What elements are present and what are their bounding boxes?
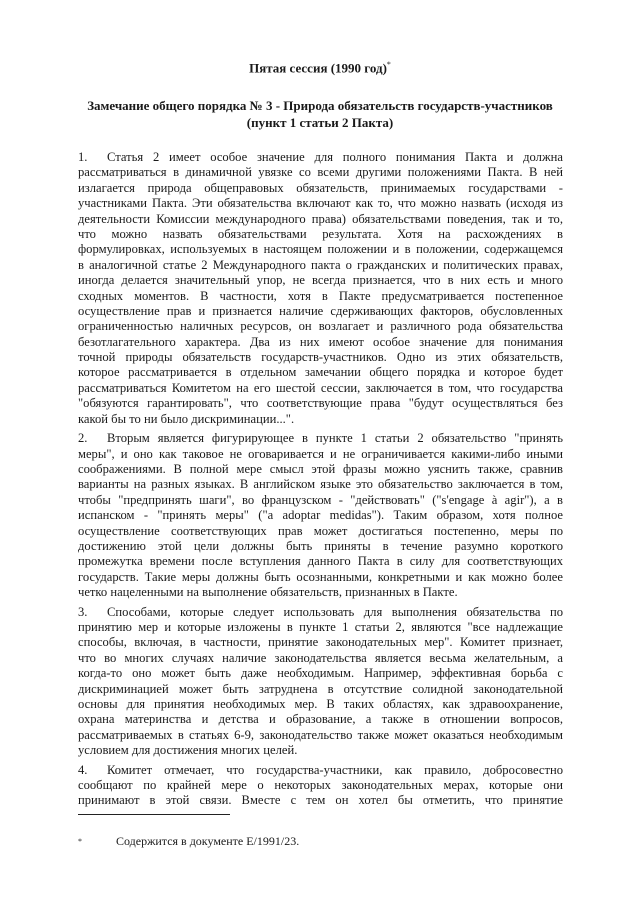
line-text: соображениями. В полной мере смысл этой фразы можно уяснить также, сравнив — [78, 461, 563, 476]
line-text: Комитет отмечает, что государства-участники, как правило, добросовестно — [107, 762, 563, 777]
paragraph-1 — [78, 150, 563, 427]
paragraph-number: 1. — [78, 150, 88, 164]
text-line — [78, 150, 563, 165]
text-line — [78, 682, 563, 697]
line-text: участниками Пакта. Эти обязательства включают как то, что можно назвать (исходя из — [78, 196, 563, 211]
text-line — [78, 365, 563, 380]
text-line — [78, 524, 563, 539]
line-text: точной природы обязательств государств-участников. Одно из этих обязательств, — [78, 350, 563, 365]
text-line — [78, 227, 563, 242]
line-text: рассматриваться Комитетом на его шестой сессии, заключается в том, что государства — [78, 380, 563, 395]
text-line — [78, 350, 563, 365]
heading-line: Замечание общего порядка № 3 - Природа обязательств государств-участников — [87, 98, 553, 113]
text-line — [78, 196, 563, 211]
text-line — [78, 666, 563, 681]
session-title-text: Пятая сессия (1990 год) — [249, 60, 387, 76]
paragraph-3 — [78, 605, 563, 759]
text-line — [78, 743, 563, 758]
text-line — [78, 447, 563, 462]
line-text: деятельности Комиссии международного права) обязательствами поведения, так и то, — [78, 211, 563, 226]
text-line — [78, 396, 563, 411]
text-line — [78, 605, 563, 620]
footnote-text: Содержится в документе E/1991/23. — [116, 834, 300, 848]
text-line — [78, 289, 563, 304]
text-line — [78, 181, 563, 196]
text-line — [78, 697, 563, 712]
text-line — [78, 273, 563, 288]
text-line — [78, 728, 563, 743]
line-text: способы, включая, в частности, принятие законодательных мер". Комитет признает, — [78, 635, 563, 650]
text-line — [78, 462, 563, 477]
line-text: дискриминацией может быть затруднена в отсутствие солидной законодательной — [78, 681, 563, 696]
text-line — [78, 477, 563, 492]
text-line — [78, 242, 563, 257]
line-text: четко нацеленными на выполнение обязательств, признанных в Пакте. — [78, 585, 458, 600]
text-line — [78, 381, 563, 396]
text-line — [78, 763, 563, 778]
line-text: достижению этой цели должны быть приняты в течение разумно короткого — [78, 538, 563, 553]
line-text: "обязуются гарантировать", что соответствующие права "будут осуществляться без — [78, 396, 563, 411]
footnote-separator — [78, 814, 230, 815]
text-line — [78, 793, 563, 808]
line-text: чтобы "предпринять шаги", во французском - "действовать" ("s'engage à agir"), а в — [78, 492, 563, 507]
text-line — [78, 258, 563, 273]
paragraph-4 — [78, 763, 563, 809]
text-line — [78, 493, 563, 508]
text-line — [78, 165, 563, 180]
text-line — [78, 212, 563, 227]
text-line — [78, 651, 563, 666]
text-line — [78, 335, 563, 350]
text-line — [78, 304, 563, 319]
line-text: принимают в этой связи. Вместе с тем он хотел бы отметить, что принятие — [78, 793, 563, 808]
line-text: варианты на разных языках. В английском языке это обязательство заключается в том, — [78, 477, 563, 492]
line-text: безотлагательного характера. Два из них имеют особое значение для понимания — [78, 334, 563, 349]
text-line — [78, 431, 563, 446]
line-text: что во многих случаях наличие законодательства является весьма желательным, а — [78, 650, 563, 665]
text-line — [78, 585, 563, 600]
line-text: что можно назвать обязательствами результата. Хотя на расхождениях в — [78, 226, 563, 241]
line-text: излагается природа общеправовых обязательств, принимаемых государствами - — [78, 180, 563, 195]
line-text: испанском - "принять меры" ("a adoptar medidas"). Таким образом, хотя полное — [78, 508, 563, 523]
line-text: условием для достижения многих целей. — [78, 743, 298, 758]
text-line — [78, 712, 563, 727]
text-line — [78, 319, 563, 334]
line-text: в аналогичной статье 2 Международного пакта о гражданских и политических правах, — [78, 257, 563, 272]
line-text: сходных моментов. В частности, хотя в Пакте предусматривается постепенное — [78, 288, 563, 303]
line-text: Способами, которые следует использовать для выполнения обязательства по — [107, 604, 563, 619]
line-text: иногда делается значительный упор, не всегда признается, что в них есть и много — [78, 273, 563, 288]
line-text: осуществление соответствующих прав может достигаться постепенно, меры по — [78, 523, 563, 538]
paragraph-number: 3. — [78, 604, 88, 619]
footnote-mark: * — [78, 837, 82, 846]
line-text: государств. Такие меры должны быть осознанными, конкретными и как можно более — [78, 569, 563, 584]
line-text: меры", и оно как таковое не оговаривается и не ограничивается какими-либо иными — [78, 446, 563, 461]
text-line — [78, 412, 563, 427]
line-text: осуществление прав и признается наличие сдерживающих факторов, обусловленных — [78, 303, 563, 318]
text-line — [78, 554, 563, 569]
line-text: рассматриваться в динамичной увязке со всеми другими положениями Пакта. В ней — [78, 165, 563, 180]
line-text: основы для принятия необходимых мер. В таких областях, как здравоохранение, — [78, 696, 563, 711]
paragraph-number: 4. — [78, 762, 88, 777]
comment-heading — [60, 97, 580, 131]
line-text: которое рассматривается в отдельном замечании общего порядка и которое будет — [78, 365, 563, 380]
line-text: принятию мер и которые изложены в пункте 1 статьи 2, являются "все надлежащие — [78, 619, 563, 634]
line-text: ограниченностью наличных ресурсов, он возлагает и различного рода обязательства — [78, 319, 563, 334]
line-text: промежутка времени после вступления данного Пакта в силу для соответствующих — [78, 554, 563, 569]
line-text: Статья 2 имеет особое значение для полного понимания Пакта и должна — [107, 150, 563, 164]
line-text: охрана материнства и детства и образование, а также в отношении вопросов, — [78, 712, 563, 727]
heading-line: (пункт 1 статьи 2 Пакта) — [246, 115, 394, 130]
line-text: сообщают по крайней мере о некоторых законодательных мерах, которые они — [78, 777, 563, 792]
session-title — [0, 60, 640, 76]
footnote-reference: * — [386, 60, 391, 69]
line-text: рассматриваемых в статьях 6-9, законодательство также может оказаться необходимым — [78, 727, 563, 742]
line-text: когда-то оно может быть даже необходимым. Например, эффективная борьба с — [78, 666, 563, 681]
line-text: формулировках, используемых в настоящем положении и в положении, содержащемся — [78, 242, 563, 257]
paragraph-number: 2. — [78, 431, 88, 446]
text-line — [78, 778, 563, 793]
text-line — [78, 508, 563, 523]
text-line — [78, 570, 563, 585]
paragraph-2 — [78, 431, 563, 600]
text-line — [78, 635, 563, 650]
text-line — [78, 620, 563, 635]
line-text: какой бы то ни было дискриминации...". — [78, 411, 295, 426]
text-line — [78, 539, 563, 554]
line-text: Вторым является фигурирующее в пункте 1 статьи 2 обязательство "принять — [107, 431, 563, 446]
footnote — [78, 834, 299, 849]
